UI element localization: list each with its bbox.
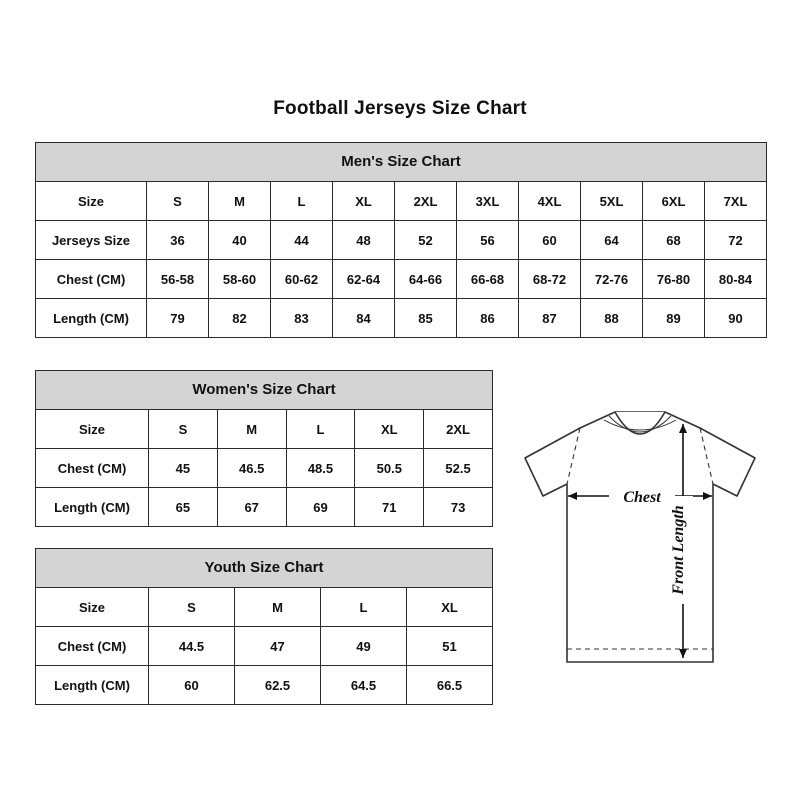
row-label: Length (CM) bbox=[36, 299, 147, 338]
shirt-outline-icon bbox=[505, 400, 775, 700]
table-cell: 79 bbox=[147, 299, 209, 338]
table-cell: 56-58 bbox=[147, 260, 209, 299]
table-cell: 90 bbox=[705, 299, 767, 338]
youth-table-caption: Youth Size Chart bbox=[35, 548, 493, 587]
table-cell: 86 bbox=[457, 299, 519, 338]
table-cell: 68-72 bbox=[519, 260, 581, 299]
column-header: 3XL bbox=[457, 182, 519, 221]
table-row bbox=[36, 449, 493, 488]
column-header: M bbox=[217, 410, 286, 449]
column-header: 4XL bbox=[519, 182, 581, 221]
column-header: L bbox=[271, 182, 333, 221]
table-cell: 69 bbox=[286, 488, 355, 527]
table-cell: 66-68 bbox=[457, 260, 519, 299]
table-cell: 73 bbox=[424, 488, 493, 527]
column-header: S bbox=[147, 182, 209, 221]
table-cell: 50.5 bbox=[355, 449, 424, 488]
chest-label: Chest bbox=[623, 489, 661, 506]
table-cell: 84 bbox=[333, 299, 395, 338]
column-header: 7XL bbox=[705, 182, 767, 221]
table-cell: 52 bbox=[395, 221, 457, 260]
row-label: Length (CM) bbox=[36, 488, 149, 527]
table-cell: 58-60 bbox=[209, 260, 271, 299]
table-cell: 56 bbox=[457, 221, 519, 260]
front-length-label: Front Length bbox=[670, 505, 687, 595]
row-label: Chest (CM) bbox=[36, 260, 147, 299]
table-cell: 45 bbox=[149, 449, 218, 488]
table-cell: 62.5 bbox=[235, 666, 321, 705]
table-cell: 89 bbox=[643, 299, 705, 338]
table-cell: 60-62 bbox=[271, 260, 333, 299]
table-cell: 62-64 bbox=[333, 260, 395, 299]
table-cell: 47 bbox=[235, 627, 321, 666]
table-header-row bbox=[36, 588, 493, 627]
table-row bbox=[36, 260, 767, 299]
table-header-row bbox=[36, 410, 493, 449]
column-header: Size bbox=[36, 410, 149, 449]
table-cell: 51 bbox=[407, 627, 493, 666]
table-cell: 76-80 bbox=[643, 260, 705, 299]
table-cell: 71 bbox=[355, 488, 424, 527]
table-cell: 60 bbox=[149, 666, 235, 705]
table-cell: 44.5 bbox=[149, 627, 235, 666]
youth-size-table bbox=[35, 548, 493, 705]
table-cell: 64 bbox=[581, 221, 643, 260]
column-header: L bbox=[321, 588, 407, 627]
table-cell: 88 bbox=[581, 299, 643, 338]
table-cell: 46.5 bbox=[217, 449, 286, 488]
mens-size-table bbox=[35, 142, 767, 338]
row-label: Chest (CM) bbox=[36, 449, 149, 488]
column-header: S bbox=[149, 588, 235, 627]
table-cell: 52.5 bbox=[424, 449, 493, 488]
mens-size-chart bbox=[35, 142, 766, 338]
womens-size-chart bbox=[35, 370, 492, 527]
page-title: Football Jerseys Size Chart bbox=[273, 98, 527, 119]
table-cell: 82 bbox=[209, 299, 271, 338]
column-header: XL bbox=[333, 182, 395, 221]
table-cell: 40 bbox=[209, 221, 271, 260]
table-cell: 67 bbox=[217, 488, 286, 527]
table-cell: 65 bbox=[149, 488, 218, 527]
shirt-body-path bbox=[525, 412, 755, 662]
table-row bbox=[36, 221, 767, 260]
column-header: L bbox=[286, 410, 355, 449]
column-header: XL bbox=[407, 588, 493, 627]
table-cell: 48 bbox=[333, 221, 395, 260]
row-label: Chest (CM) bbox=[36, 627, 149, 666]
row-label: Length (CM) bbox=[36, 666, 149, 705]
column-header: XL bbox=[355, 410, 424, 449]
table-row bbox=[36, 488, 493, 527]
table-row bbox=[36, 299, 767, 338]
table-cell: 83 bbox=[271, 299, 333, 338]
table-cell: 49 bbox=[321, 627, 407, 666]
table-cell: 64-66 bbox=[395, 260, 457, 299]
table-cell: 80-84 bbox=[705, 260, 767, 299]
column-header: M bbox=[235, 588, 321, 627]
table-cell: 66.5 bbox=[407, 666, 493, 705]
column-header: 2XL bbox=[395, 182, 457, 221]
column-header: S bbox=[149, 410, 218, 449]
table-cell: 72 bbox=[705, 221, 767, 260]
mens-table-caption: Men's Size Chart bbox=[35, 142, 767, 181]
table-cell: 36 bbox=[147, 221, 209, 260]
table-cell: 48.5 bbox=[286, 449, 355, 488]
column-header: 2XL bbox=[424, 410, 493, 449]
womens-size-table bbox=[35, 370, 493, 527]
column-header: M bbox=[209, 182, 271, 221]
table-row bbox=[36, 627, 493, 666]
table-cell: 85 bbox=[395, 299, 457, 338]
table-cell: 72-76 bbox=[581, 260, 643, 299]
shirt-measurement-diagram bbox=[505, 400, 775, 700]
table-header-row bbox=[36, 182, 767, 221]
womens-table-caption: Women's Size Chart bbox=[35, 370, 493, 409]
youth-size-chart bbox=[35, 548, 492, 705]
row-label: Jerseys Size bbox=[36, 221, 147, 260]
column-header: 6XL bbox=[643, 182, 705, 221]
table-cell: 64.5 bbox=[321, 666, 407, 705]
column-header: Size bbox=[36, 588, 149, 627]
table-cell: 60 bbox=[519, 221, 581, 260]
table-cell: 44 bbox=[271, 221, 333, 260]
table-cell: 68 bbox=[643, 221, 705, 260]
table-cell: 87 bbox=[519, 299, 581, 338]
column-header: 5XL bbox=[581, 182, 643, 221]
column-header: Size bbox=[36, 182, 147, 221]
table-row bbox=[36, 666, 493, 705]
